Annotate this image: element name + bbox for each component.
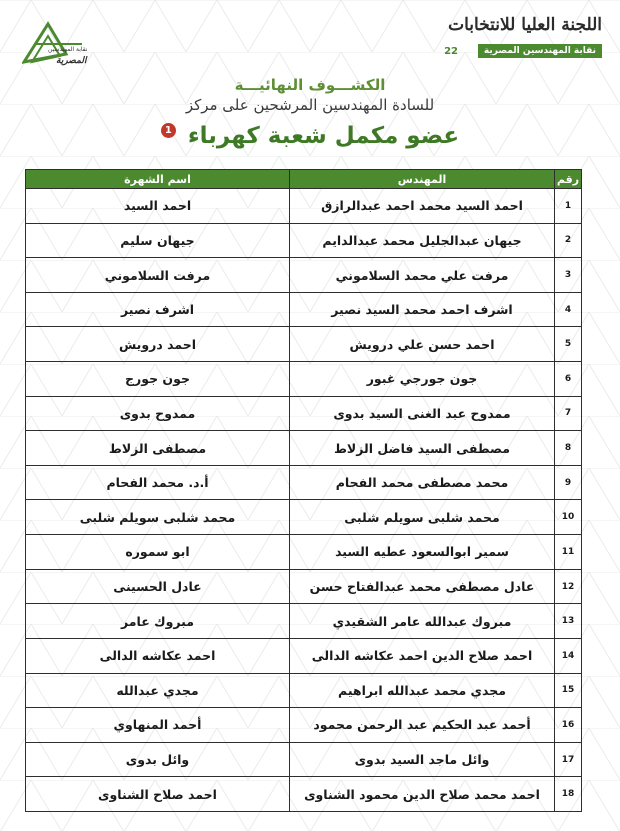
table-header-row [26,170,582,189]
row-number: 1 [555,189,582,224]
row-number: 10 [555,500,582,535]
fame-name: أ.د. محمد الفحام [26,465,290,500]
fame-name: احمد عكاشه الدالى [26,638,290,673]
engineer-name: سمير ابوالسعود عطيه السيد [290,535,555,570]
fame-name: ممدوح بدوى [26,396,290,431]
row-number: 9 [555,465,582,500]
committee-subtitle: نقابة المهندسين المصرية [478,44,602,58]
engineer-name: مبروك عبدالله عامر الشقيدي [290,604,555,639]
table-row [26,500,582,535]
row-number: 15 [555,673,582,708]
engineer-name: محمد شلبى سويلم شلبى [290,500,555,535]
fame-name: احمد صلاح الشناوى [26,777,290,812]
fame-name: مصطفى الزلاط [26,431,290,466]
engineer-name: احمد حسن علي درويش [290,327,555,362]
table-row [26,535,582,570]
table-row [26,396,582,431]
engineer-name: احمد صلاح الدين احمد عكاشه الدالى [290,638,555,673]
table-row [26,431,582,466]
engineer-name: احمد السيد محمد احمد عبدالرازق [290,189,555,224]
engineer-name: جيهان عبدالجليل محمد عبدالدايم [290,223,555,258]
engineer-name: مرفت علي محمد السلاموني [290,258,555,293]
logo-left-line2: المصرية [56,56,87,66]
fame-name: عادل الحسينى [26,569,290,604]
fame-name: مبروك عامر [26,604,290,639]
position-name: عضو مكمل شعبة كهرباء [187,123,460,149]
engineer-name: أحمد عبد الحكيم عبد الرحمن محمود [290,708,555,743]
row-number: 8 [555,431,582,466]
logo-left-line1: نقابة المهندسين [48,46,88,53]
row-number: 17 [555,742,582,777]
fame-name: جيهان سليم [26,223,290,258]
table-row [26,569,582,604]
row-number: 2 [555,223,582,258]
engineer-name: عادل مصطفى محمد عبدالفتاح حسن [290,569,555,604]
fame-name: محمد شلبى سويلم شلبى [26,500,290,535]
table-row [26,258,582,293]
col-header-engineer: المهندس [290,170,555,189]
fame-name: وائل بدوى [26,742,290,777]
table-row [26,638,582,673]
engineer-name: اشرف احمد محمد السيد نصير [290,292,555,327]
engineer-name: وائل ماجد السيد بدوى [290,742,555,777]
table-row [26,604,582,639]
syndicate-logo [22,16,92,68]
fame-name: مرفت السلاموني [26,258,290,293]
row-number: 11 [555,535,582,570]
engineer-name: مصطفى السيد فاضل الزلاط [290,431,555,466]
engineer-name: جون جورجي غبور [290,362,555,397]
fame-name: جون جورج [26,362,290,397]
table-row [26,465,582,500]
table-row [26,673,582,708]
committee-year: 22 [444,46,458,57]
fame-name: أحمد المنهاوي [26,708,290,743]
table-row [26,742,582,777]
engineer-name: مجدي محمد عبدالله ابراهيم [290,673,555,708]
table-row [26,327,582,362]
page-subtitle: للسادة المهندسين المرشحين على مركز [185,96,435,114]
table-row [26,777,582,812]
row-number: 5 [555,327,582,362]
fame-name: ابو سموره [26,535,290,570]
row-number: 4 [555,292,582,327]
table-row [26,708,582,743]
col-header-num: رقم [555,170,582,189]
table-row [26,223,582,258]
row-number: 13 [555,604,582,639]
fame-name: احمد درويش [26,327,290,362]
fame-name: اشرف نصير [26,292,290,327]
row-number: 16 [555,708,582,743]
fame-name: مجدي عبدالله [26,673,290,708]
table-row [26,189,582,224]
page-title: الكشـــوف النهائيـــة [234,76,386,94]
row-number: 12 [555,569,582,604]
row-number: 6 [555,362,582,397]
engineer-name: محمد مصطفى محمد الفحام [290,465,555,500]
row-number: 3 [555,258,582,293]
col-header-fame-name: اسم الشهرة [26,170,290,189]
candidates-table [25,169,582,812]
position-badge: 1 [161,123,176,138]
position-heading [0,123,620,149]
election-committee-logo [442,12,602,70]
row-number: 7 [555,396,582,431]
engineer-name: احمد محمد صلاح الدين محمود الشناوى [290,777,555,812]
engineer-name: ممدوح عبد الغنى السيد بدوى [290,396,555,431]
committee-title: اللجنة العليا للانتخابات [448,15,602,35]
table-row [26,292,582,327]
row-number: 18 [555,777,582,812]
fame-name: احمد السيد [26,189,290,224]
table-row [26,362,582,397]
row-number: 14 [555,638,582,673]
